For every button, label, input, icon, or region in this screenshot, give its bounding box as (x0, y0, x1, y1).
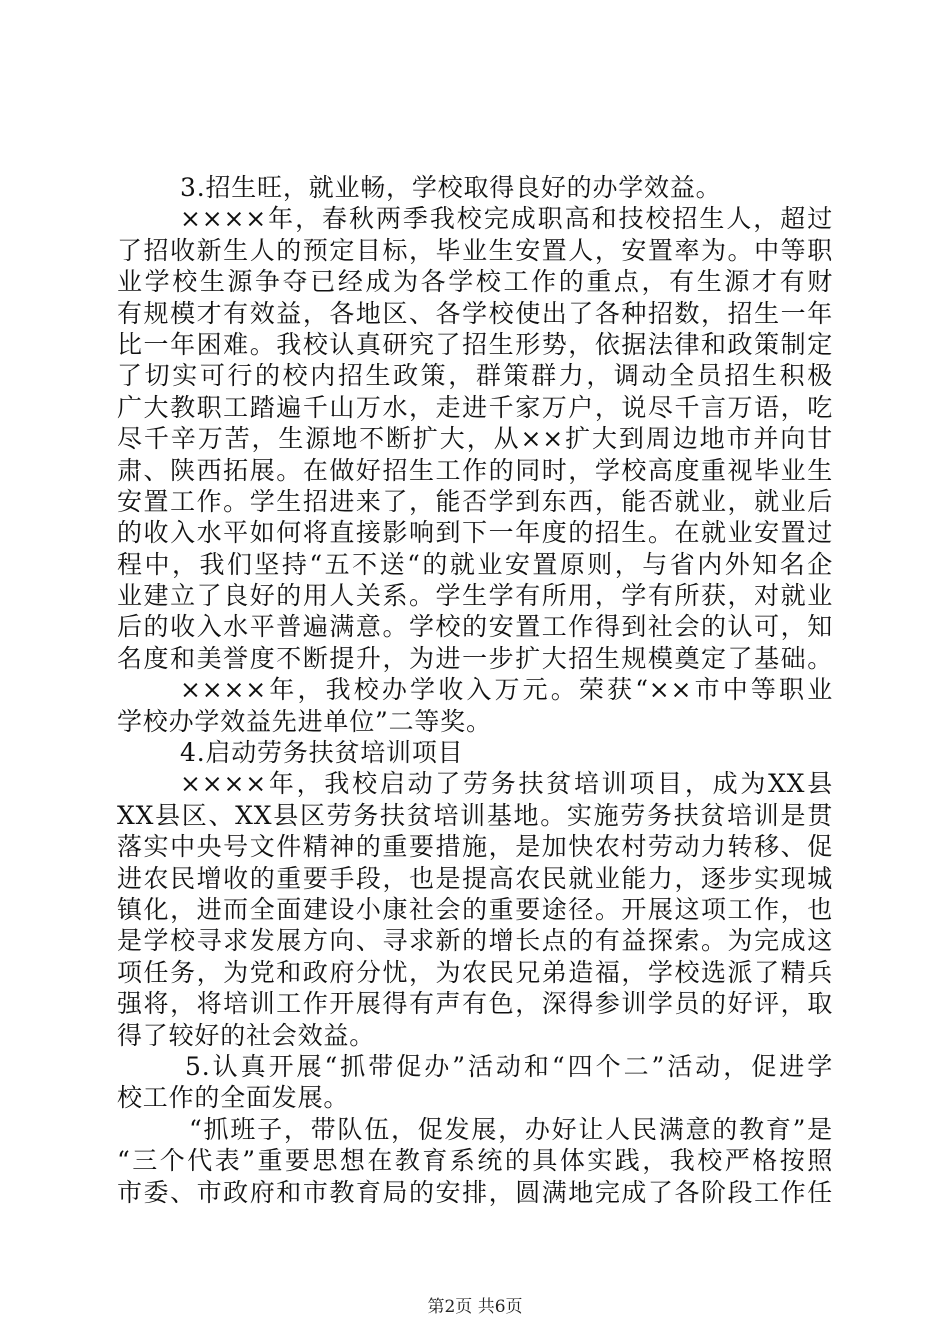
text-line: 的收入水平如何将直接影响到下一年度的招生。在就业安置过 (117, 518, 833, 548)
text-line: 市委、市政府和市教育局的安排，圆满地完成了各阶段工作任 (117, 1177, 833, 1207)
text-line: ××××年，我校启动了劳务扶贫培训项目，成为XX县 (180, 769, 833, 799)
text-line: 3.招生旺，就业畅，学校取得良好的办学效益。 (180, 173, 722, 202)
text-line: 业建立了良好的用人关系。学生学有所用，学有所获，对就业 (117, 581, 833, 611)
text-line: 镇化，进而全面建设小康社会的重要途径。开展这项工作，也 (117, 894, 833, 924)
text-line: 尽千辛万苦，生源地不断扩大，从××扩大到周边地市并向甘 (117, 424, 833, 454)
text-line: 得了较好的社会效益。 (117, 1020, 376, 1050)
text-line: 业学校生源争夺已经成为各学校工作的重点，有生源才有财 (117, 267, 833, 297)
text-line: 5.认真开展“抓带促办”活动和“四个二”活动，促进学 (185, 1051, 833, 1081)
text-line: 安置工作。学生招进来了，能否学到东西，能否就业，就业后 (117, 486, 833, 516)
text-line: 名度和美誉度不断提升，为进一步扩大招生规模奠定了基础。 (117, 643, 833, 673)
text-line: 校工作的全面发展。 (117, 1083, 350, 1113)
text-line: 项任务，为党和政府分忧，为农民兄弟造福，学校选派了精兵 (117, 957, 833, 987)
text-line: 了切实可行的校内招生政策，群策群力，调动全员招生积极 (117, 361, 833, 391)
text-line: 进农民增收的重要手段，也是提高农民就业能力，逐步实现城 (117, 863, 833, 893)
text-line: ××××年，春秋两季我校完成职高和技校招生人，超过 (180, 204, 833, 234)
text-line: 比一年困难。我校认真研究了招生形势，依据法律和政策制定 (117, 329, 833, 359)
text-line: XX县区、XX县区劳务扶贫培训基地。实施劳务扶贫培训是贯 (117, 800, 833, 830)
text-line: 是学校寻求发展方向、寻求新的增长点的有益探索。为完成这 (117, 926, 833, 956)
text-line: 有规模才有效益，各地区、各学校使出了各种招数，招生一年 (117, 298, 833, 328)
text-line: 广大教职工踏遍千山万水，走进千家万户，说尽千言万语，吃 (117, 392, 833, 422)
text-line: 学校办学效益先进单位”二等奖。 (117, 706, 492, 736)
text-line: 程中，我们坚持“五不送“的就业安置原则，与省内外知名企 (117, 549, 833, 579)
text-line: ××××年，我校办学收入万元。荣获“××市中等职业 (180, 675, 833, 705)
text-line: “抓班子，带队伍，促发展，办好让人民满意的教育”是 (189, 1114, 833, 1144)
page-footer: 第2页 共6页 (427, 1297, 523, 1317)
text-line: 了招收新生人的预定目标，毕业生安置人，安置率为。中等职 (117, 235, 833, 265)
document-body (117, 172, 833, 1208)
text-line: 落实中央号文件精神的重要措施，是加快农村劳动力转移、促 (117, 832, 833, 862)
text-line: 肃、陕西拓展。在做好招生工作的同时，学校高度重视毕业生 (117, 455, 833, 485)
text-line: 后的收入水平普遍满意。学校的安置工作得到社会的认可，知 (117, 612, 833, 642)
text-line: 4.启动劳务扶贫培训项目 (180, 738, 464, 768)
text-line: 强将，将培训工作开展得有声有色，深得参训学员的好评，取 (117, 989, 833, 1019)
text-line: “三个代表”重要思想在教育系统的具体实践，我校严格按照 (117, 1146, 833, 1176)
